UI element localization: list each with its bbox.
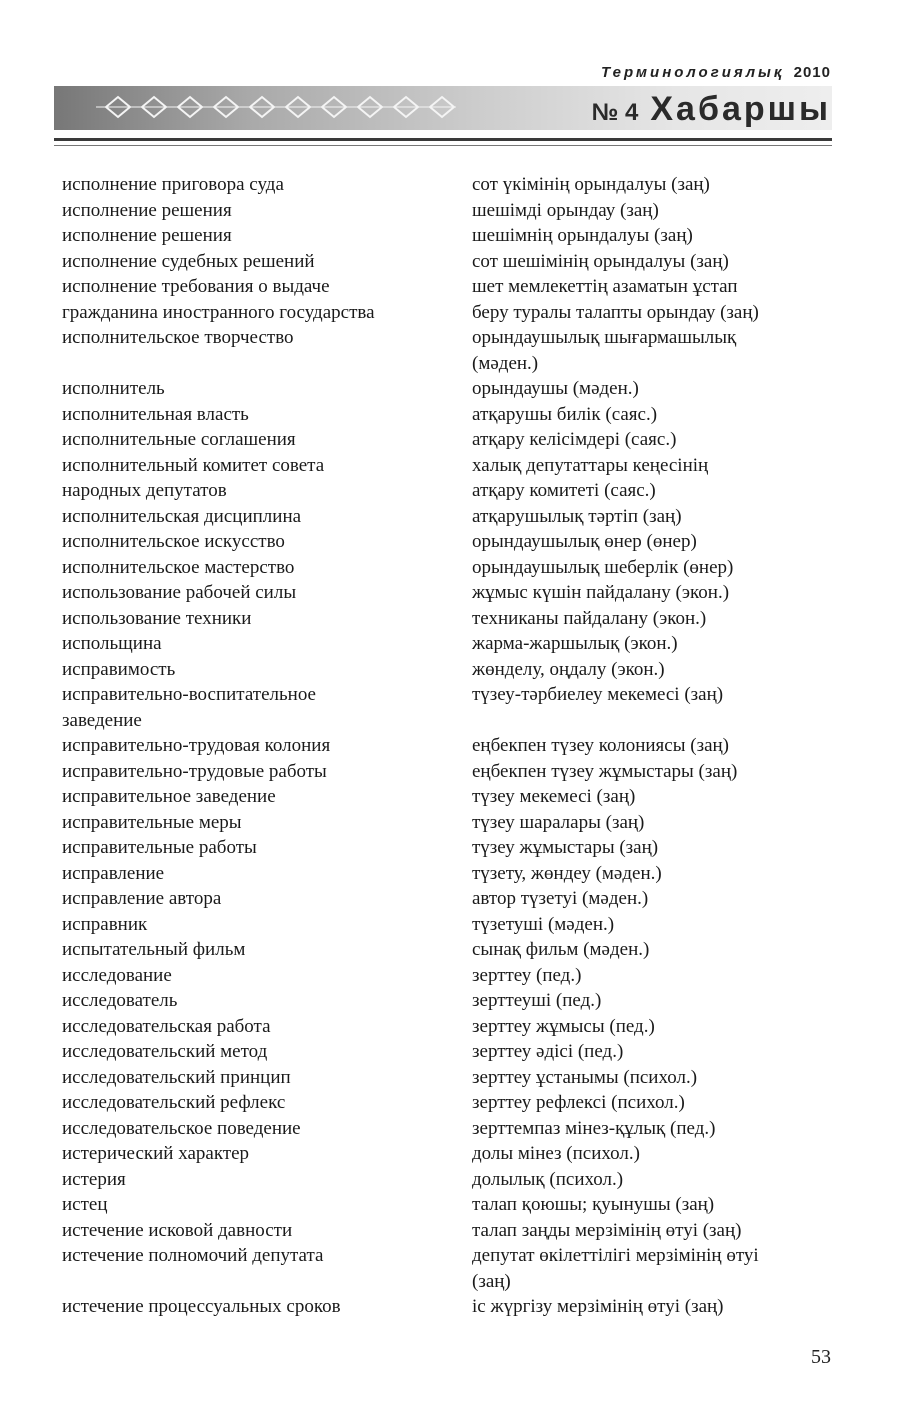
term-kazakh: атқару келісімдері (саяс.) xyxy=(472,429,677,450)
term-kazakh: сынақ фильм (мәден.) xyxy=(472,939,650,960)
term-russian: исполнительные соглашения xyxy=(62,429,296,450)
term-kazakh: депутат өкілеттілігі мерзімінің өтуі xyxy=(472,1245,759,1266)
term-russian xyxy=(62,351,472,377)
term-row xyxy=(62,274,832,300)
term-kazakh: түзеу жұмыстары (заң) xyxy=(472,837,659,858)
term-russian: исполнение решения xyxy=(62,225,232,246)
term-russian: исполнение приговора суда xyxy=(62,174,284,195)
term-row xyxy=(62,1243,832,1269)
term-row xyxy=(62,759,832,785)
term-russian: исправительно-воспитательное xyxy=(62,684,316,705)
term-row xyxy=(62,657,832,683)
ornament-decoration xyxy=(96,92,456,122)
term-russian: исследовательская работа xyxy=(62,1015,271,1037)
term-russian: использование рабочей силы xyxy=(62,582,297,603)
header-rule xyxy=(54,138,832,141)
term-russian: гражданина иностранного государства xyxy=(62,301,375,323)
term-kazakh: сот шешімінің орындалуы (заң) xyxy=(472,250,729,272)
term-kazakh: (мәден.) xyxy=(472,352,539,374)
term-row xyxy=(62,351,832,377)
term-row xyxy=(62,555,832,581)
term-russian: истечение полномочий депутата xyxy=(62,1245,324,1266)
term-russian: исследовательский принцип xyxy=(62,1066,291,1088)
term-row xyxy=(62,1039,832,1065)
term-row xyxy=(62,1294,832,1320)
term-row xyxy=(62,223,832,249)
term-row xyxy=(62,810,832,836)
term-kazakh: зерттеу рефлексі (психол.) xyxy=(472,1092,685,1113)
term-row xyxy=(62,912,832,938)
term-russian: испытательный фильм xyxy=(62,939,246,960)
term-kazakh: түзеу мекемесі (заң) xyxy=(472,786,636,807)
term-russian: исправительные работы xyxy=(62,837,257,858)
term-row xyxy=(62,580,832,606)
term-kazakh: шешімнің орындалуы (заң) xyxy=(472,225,693,246)
term-kazakh: жарма-жаршылық (экон.) xyxy=(472,633,678,654)
term-kazakh: орындаушы (мәден.) xyxy=(472,378,639,399)
term-russian: использование техники xyxy=(62,607,252,629)
term-kazakh: түзету, жөндеу (мәден.) xyxy=(472,862,662,884)
page-number: 53 xyxy=(811,1346,831,1368)
term-row xyxy=(62,733,832,759)
term-russian: исправимость xyxy=(62,658,176,680)
term-kazakh: орындаушылық шығармашылық xyxy=(472,327,737,348)
term-row xyxy=(62,682,832,708)
term-row xyxy=(62,325,832,351)
term-russian: исправительно-трудовые работы xyxy=(62,760,327,782)
term-russian: истерия xyxy=(62,1168,126,1190)
term-russian: исполнительское искусство xyxy=(62,531,285,552)
term-row xyxy=(62,376,832,402)
term-row xyxy=(62,988,832,1014)
term-kazakh: атқарушы билік (саяс.) xyxy=(472,403,658,425)
term-russian: исследовательский рефлекс xyxy=(62,1092,286,1113)
term-row xyxy=(62,861,832,887)
term-russian: испольщина xyxy=(62,633,162,654)
term-kazakh: шет мемлекеттің азаматын ұстап xyxy=(472,276,738,297)
term-row xyxy=(62,402,832,428)
term-row xyxy=(62,1141,832,1167)
journal-year: 2010 xyxy=(793,64,831,81)
term-kazakh: халық депутаттары кеңесінің xyxy=(472,454,709,476)
term-kazakh: зерттемпаз мінез-құлық (пед.) xyxy=(472,1117,716,1139)
term-kazakh: зерттеуші (пед.) xyxy=(472,990,602,1011)
header-rule-thin xyxy=(54,145,832,146)
journal-line xyxy=(601,64,831,81)
term-kazakh: жөнделу, оңдалу (экон.) xyxy=(472,658,665,680)
term-row xyxy=(62,1065,832,1091)
term-row xyxy=(62,453,832,479)
term-row xyxy=(62,504,832,530)
term-russian: истец xyxy=(62,1194,108,1215)
term-kazakh: талап қоюшы; қуынушы (заң) xyxy=(472,1194,715,1215)
term-russian: исполнение требования о выдаче xyxy=(62,276,330,297)
term-russian: исследование xyxy=(62,964,172,986)
term-kazakh: жұмыс күшін пайдалану (экон.) xyxy=(472,582,730,603)
term-row xyxy=(62,198,832,224)
journal-title: Хабаршы xyxy=(650,90,831,128)
term-russian: исправление xyxy=(62,862,165,884)
term-kazakh: зерттеу (пед.) xyxy=(472,964,582,986)
term-kazakh: талап заңды мерзімінің өтуі (заң) xyxy=(472,1219,742,1241)
term-kazakh: түзеу-тәрбиелеу мекемесі (заң) xyxy=(472,684,724,705)
term-row xyxy=(62,1167,832,1193)
term-row xyxy=(62,1218,832,1244)
term-row xyxy=(62,784,832,810)
term-row xyxy=(62,1192,832,1218)
term-russian xyxy=(62,1269,472,1295)
term-russian: исследователь xyxy=(62,990,178,1011)
term-russian: исправление автора xyxy=(62,888,222,909)
term-row xyxy=(62,937,832,963)
term-russian: истечение исковой давности xyxy=(62,1219,293,1241)
term-kazakh: шешімді орындау (заң) xyxy=(472,199,659,221)
term-russian: исправительное заведение xyxy=(62,786,276,807)
term-row xyxy=(62,478,832,504)
term-kazakh: (заң) xyxy=(472,1270,511,1292)
term-row xyxy=(62,249,832,275)
term-kazakh: түзеу шаралары (заң) xyxy=(472,811,645,833)
term-row xyxy=(62,606,832,632)
term-russian: заведение xyxy=(62,709,142,731)
issue-number: № 4 xyxy=(591,99,639,126)
term-kazakh xyxy=(472,708,832,734)
term-russian: исполнительское мастерство xyxy=(62,556,295,578)
term-kazakh: атқарушылық тәртіп (заң) xyxy=(472,505,682,527)
term-row xyxy=(62,427,832,453)
term-russian: истечение процессуальных сроков xyxy=(62,1296,341,1317)
term-row xyxy=(62,835,832,861)
term-russian: исправительные меры xyxy=(62,811,242,833)
term-kazakh: орындаушылық шеберлік (өнер) xyxy=(472,556,734,578)
term-russian: исполнение решения xyxy=(62,199,232,221)
term-russian: исполнительная власть xyxy=(62,403,249,425)
term-kazakh: іс жүргізу мерзімінің өтуі (заң) xyxy=(472,1296,724,1317)
term-russian: исполнитель xyxy=(62,378,165,399)
term-kazakh: еңбекпен түзеу колониясы (заң) xyxy=(472,735,730,756)
term-russian: исследовательское поведение xyxy=(62,1117,301,1139)
term-row xyxy=(62,300,832,326)
term-kazakh: түзетуші (мәден.) xyxy=(472,913,615,935)
term-kazakh: долы мінез (психол.) xyxy=(472,1143,640,1164)
term-row xyxy=(62,886,832,912)
journal-name: Терминологиялық xyxy=(601,64,785,81)
term-row xyxy=(62,631,832,657)
term-row xyxy=(62,172,832,198)
term-kazakh: беру туралы талапты орындау (заң) xyxy=(472,301,759,323)
term-russian: исполнение судебных решений xyxy=(62,250,315,272)
issue-title xyxy=(592,90,831,129)
term-kazakh: автор түзетуі (мәден.) xyxy=(472,888,649,909)
term-row xyxy=(62,1090,832,1116)
term-row xyxy=(62,963,832,989)
term-russian: исполнительный комитет совета xyxy=(62,454,325,476)
term-row xyxy=(62,708,832,734)
term-row xyxy=(62,529,832,555)
term-russian: народных депутатов xyxy=(62,480,227,501)
term-kazakh: орындаушылық өнер (өнер) xyxy=(472,531,697,552)
term-kazakh: еңбекпен түзеу жұмыстары (заң) xyxy=(472,760,738,782)
term-russian: исследовательский метод xyxy=(62,1041,268,1062)
term-row xyxy=(62,1116,832,1142)
term-russian: истерический характер xyxy=(62,1143,250,1164)
term-russian: исполнительская дисциплина xyxy=(62,505,302,527)
term-row xyxy=(62,1269,832,1295)
term-row xyxy=(62,1014,832,1040)
term-russian: исправник xyxy=(62,913,148,935)
term-russian: исполнительское творчество xyxy=(62,327,294,348)
term-kazakh: техниканы пайдалану (экон.) xyxy=(472,607,707,629)
term-kazakh: атқару комитеті (саяс.) xyxy=(472,480,656,501)
term-kazakh: зерттеу жұмысы (пед.) xyxy=(472,1015,655,1037)
term-kazakh: зерттеу ұстанымы (психол.) xyxy=(472,1066,698,1088)
term-russian: исправительно-трудовая колония xyxy=(62,735,331,756)
term-kazakh: зерттеу әдісі (пед.) xyxy=(472,1041,624,1062)
term-kazakh: долылық (психол.) xyxy=(472,1168,624,1190)
term-list xyxy=(62,172,832,1320)
term-kazakh: сот үкімінің орындалуы (заң) xyxy=(472,174,710,195)
